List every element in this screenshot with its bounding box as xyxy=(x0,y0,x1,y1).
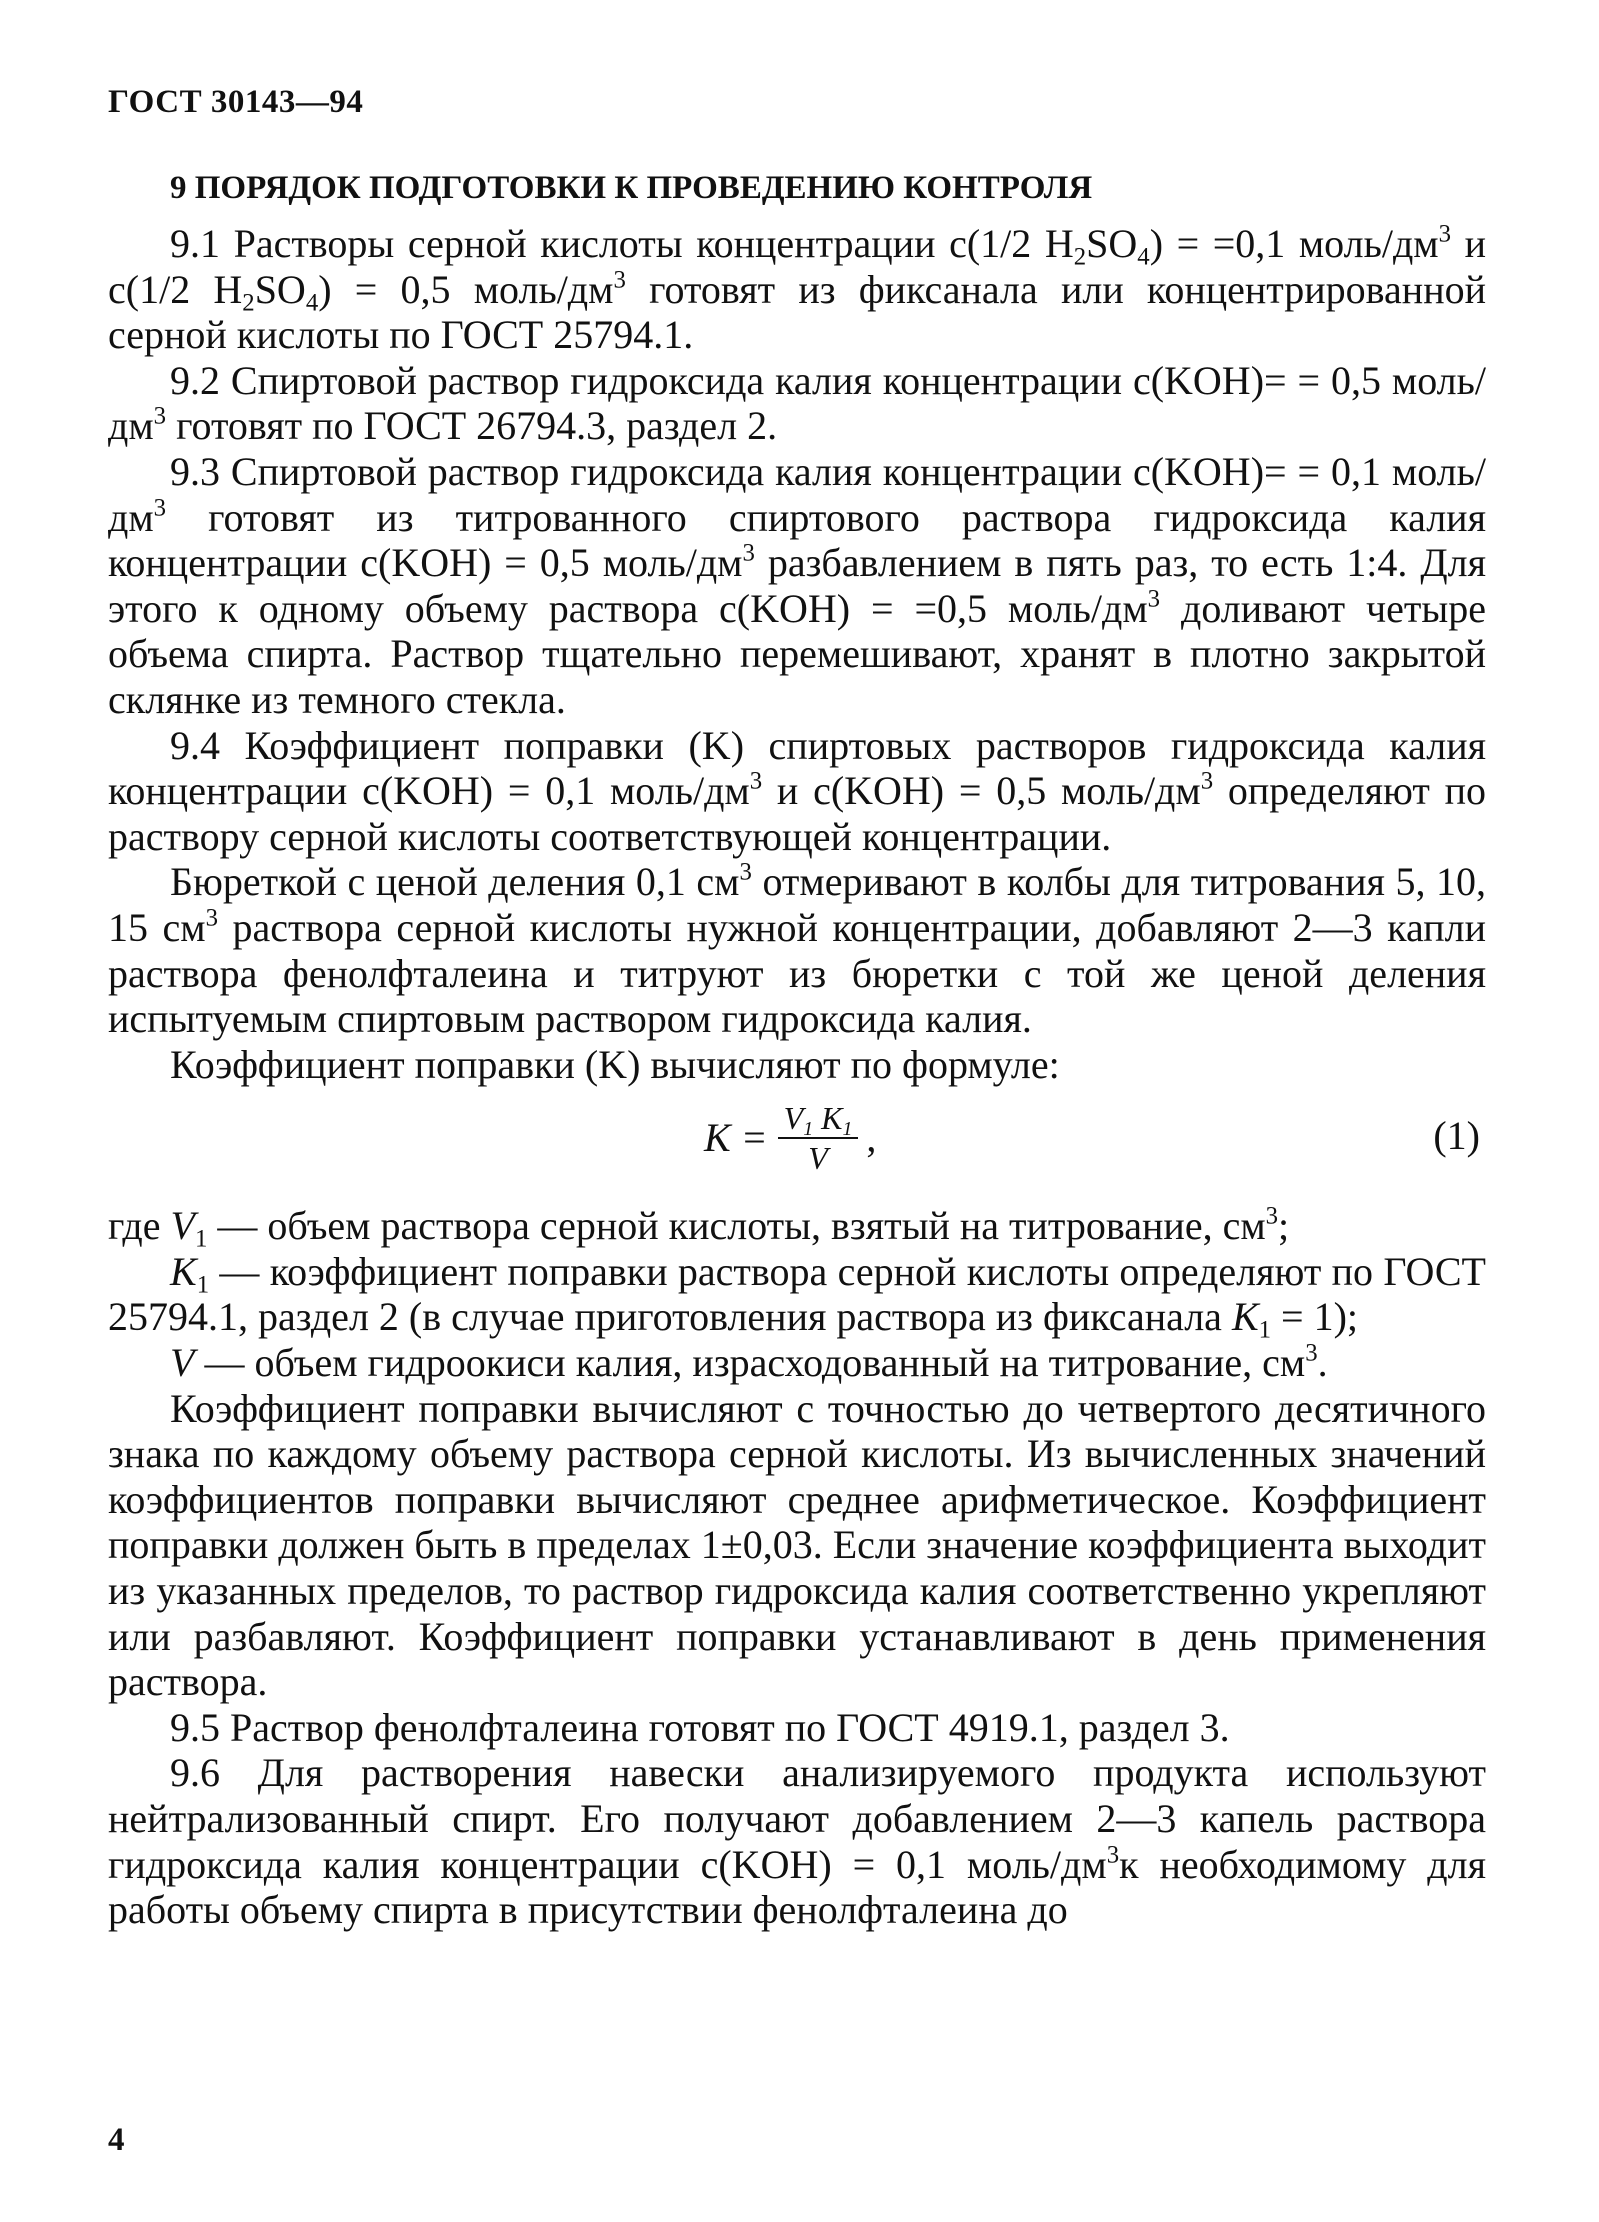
paragraph-9-4-accuracy: Коэффициент поправки вычисляют с точностью до четвертого десятичного знака по каждому объему раствора серной кислоты. Из вычисленных значений коэффициентов поправки вычисляют среднее арифметическое. Коэффициент поправки должен быть в пределах 1±0,03. Если значение коэффициента выходит из указанных пределов, то раствор гидроксида калия соответственно укрепляют или разбавляют. Коэффициент поправки устанавливают в день применения раствора. xyxy=(108,1385,1486,1705)
document-code-header: ГОСТ 30143—94 xyxy=(108,84,364,120)
section-title: 9 ПОРЯДОК ПОДГОТОВКИ К ПРОВЕДЕНИЮ КОНТРОЛЯ xyxy=(170,170,1093,206)
definition-v: V — объем гидроокиси калия, израсходованный на титрование, $см^3$. xyxy=(170,1339,1328,1386)
formula-expression: K = $\frac{V_1 K_1}{V}$ , xyxy=(704,1100,877,1177)
formula-number: (1) xyxy=(1433,1113,1480,1159)
definition-k1: $K_1$ — коэффициент поправки раствора серной кислоты определяют по ГОСТ 25794.1, раздел 2 (в случае приготовления раствора из фиксанала $K_1 = 1$); xyxy=(108,1248,1486,1344)
formula-numerator: $V_1$ $K_1$ xyxy=(778,1099,859,1139)
paragraph-9-6: 9.6 Для растворения навески анализируемого продукта используют нейтрализованный спирт. Его получают добавлением 2—3 капель раствора гидроксида калия концентрации c(KOH) = 0,1 моль/$дм^3к$ необходимому для работы объему спирта в присутствии фенолфталеина до xyxy=(108,1750,1486,1933)
paragraph-formula-intro: Коэффициент поправки (K) вычисляют по формуле: xyxy=(170,1041,1060,1087)
paragraph-9-2: 9.2 Спиртовой раствор гидроксида калия концентрации c(KOH)= = 0,5 моль/$дм^3$ готовят по ГОСТ 26794.3, раздел 2. xyxy=(108,357,1486,449)
paragraph-9-5: 9.5 Раствор фенолфталеина готовят по ГОСТ 4919.1, раздел 3. xyxy=(170,1704,1230,1750)
paragraph-9-4-titration: Бюреткой с ценой деления 0,1 $см^3$ отмеривают в колбы для титрования 5, 10, 15 $см^3$ раствора серной кислоты нужной концентрации, добавляют 2—3 капли раствора фенолфталеина и титруют из бюретки с той же ценой деления испытуемым спиртовым раствором гидроксида калия. xyxy=(108,858,1487,1042)
paragraph-9-1: 9.1 Растворы серной кислоты концентрации c(1/2 $H_2SO_4) = =0,1$ моль/$дм^3$ и c(1/2 $H_2SO_4) = 0,5$ моль/$дм^3$ готовят из фиксанала или концентрированной серной кислоты по ГОСТ 25794.1. xyxy=(108,220,1487,358)
definition-v1: где $V_1$ — объем раствора серной кислоты, взятый на титрование, $см^3$; xyxy=(108,1202,1290,1253)
paragraph-9-3: 9.3 Спиртовой раствор гидроксида калия концентрации c(KOH)= = 0,1 моль/$дм^3$ готовят из титрованного спиртового раствора гидроксида калия концентрации c(KOH) = 0,5 моль/$дм^3$ разбавлением в пять раз, то есть 1:4. Для этого к одному объему раствора c(KOH) = =0,5 моль/$дм^3$ доливают четыре объема спирта. Раствор тщательно перемешивают, хранят в плотно закрытой склянке из темного стекла. xyxy=(108,448,1486,722)
paragraph-9-4: 9.4 Коэффициент поправки (K) спиртовых растворов гидроксида калия концентрации c(KOH) = 0,1 моль/$дм^3$ и c(KOH) = 0,5 моль/$дм^3$ определяют по раствору серной кислоты соответствующей концентрации. xyxy=(108,722,1486,859)
formula-1 xyxy=(108,1091,1486,1197)
formula-fraction xyxy=(778,1099,859,1177)
page-number: 4 xyxy=(108,2122,125,2158)
document-body xyxy=(108,166,1486,1933)
formula-denominator: V xyxy=(808,1140,828,1177)
